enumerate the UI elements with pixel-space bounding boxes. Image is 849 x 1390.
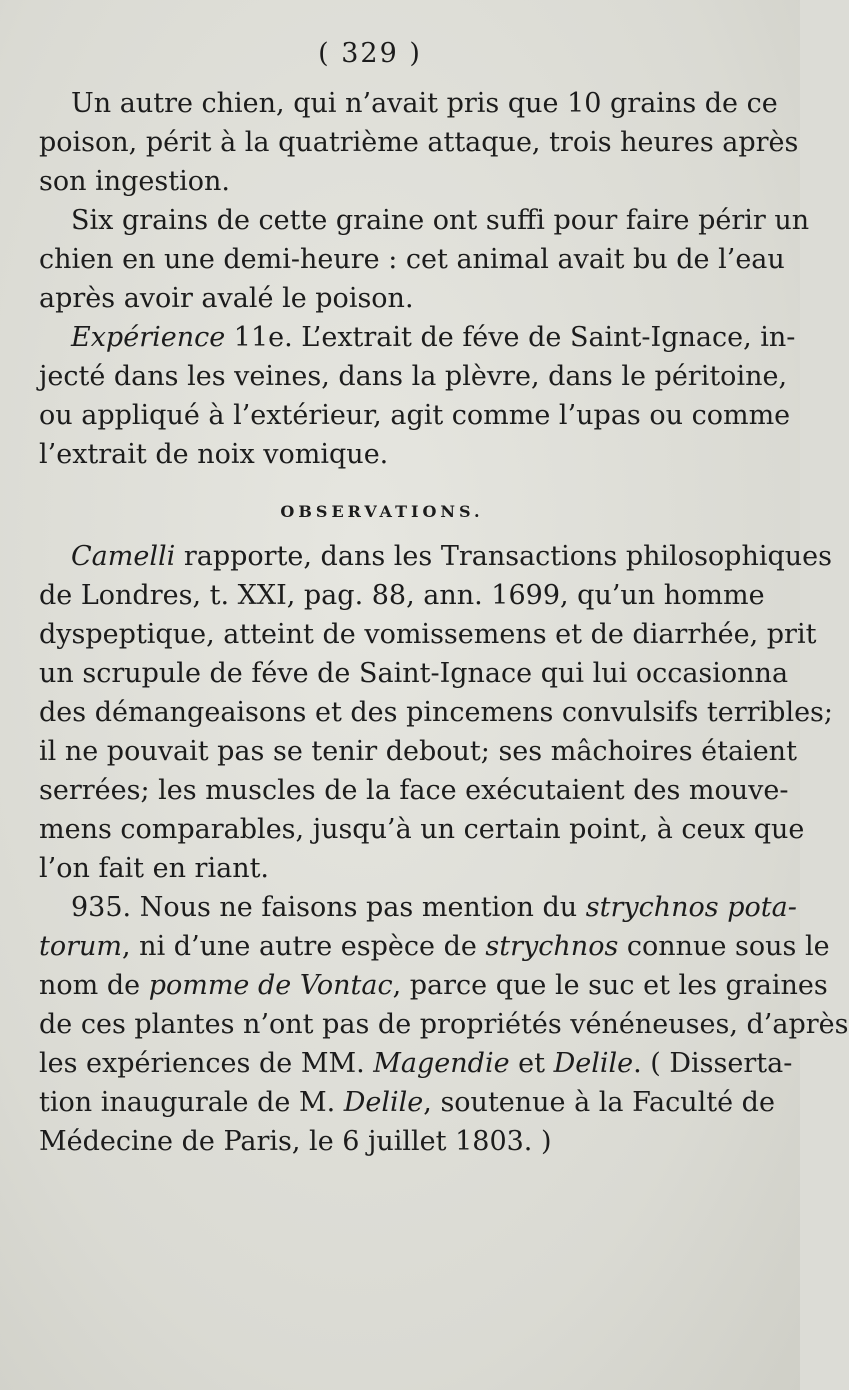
italic-term: Magendie xyxy=(373,1048,510,1079)
text-run: et xyxy=(509,1048,554,1079)
italic-term: torum xyxy=(39,931,123,962)
text-line: ou appliqué à l’extérieur, agit comme l’upas ou comme xyxy=(39,400,791,431)
text-run: connue sous le xyxy=(618,931,830,962)
text-run: , parce que le suc et les graines xyxy=(392,970,828,1001)
text-line: chien en une demi-heure : cet animal avait bu de l’eau xyxy=(39,244,785,275)
text-line xyxy=(39,1005,849,1044)
text-line: mens comparables, jusqu’à un certain point, à ceux que xyxy=(39,814,805,845)
text-line: après avoir avalé le poison. xyxy=(39,283,414,314)
text-run: tion inaugurale de M. xyxy=(39,1087,344,1118)
italic-term: Camelli xyxy=(71,541,176,572)
paragraph xyxy=(39,201,810,318)
italic-term: pomme de Vontac xyxy=(148,970,393,1001)
text-line: il ne pouvait pas se tenir debout; ses mâchoires étaient xyxy=(39,736,797,767)
text-run: rapporte, dans les Transactions philosophiques xyxy=(175,541,832,572)
text-run: de ces plantes n’ont pas de propriétés vénéneuses, d’après xyxy=(39,1009,849,1040)
paragraph xyxy=(39,537,834,888)
text-line: dyspeptique, atteint de vomissemens et de diarrhée, prit xyxy=(39,619,817,650)
italic-term: Expérience xyxy=(71,322,226,353)
text-line: son ingestion. xyxy=(39,166,230,197)
text-run: les expériences de MM. xyxy=(39,1048,374,1079)
text-line: de Londres, t. XXI, pag. 88, ann. 1699, qu’un homme xyxy=(39,580,765,611)
text-run: , ni d’une autre espèce de xyxy=(122,931,486,962)
text-line: poison, périt à la quatrième attaque, trois heures après xyxy=(39,127,799,158)
text-line: jecté dans les veines, dans la plèvre, dans le péritoine, xyxy=(39,361,788,392)
italic-term: Delile xyxy=(343,1087,424,1118)
text-line xyxy=(39,1044,793,1083)
text-line: l’extrait de noix vomique. xyxy=(39,439,389,470)
text-run: 11e. L’extrait de féve de Saint-Ignace, in- xyxy=(225,322,796,353)
text-line: des démangeaisons et des pincemens convulsifs terribles; xyxy=(39,697,834,728)
page-text xyxy=(39,84,849,1161)
text-line: Six grains de cette graine ont suffi pour faire périr un xyxy=(71,205,810,236)
text-line: l’on fait en riant. xyxy=(39,853,270,884)
text-run: , soutenue à la Faculté de xyxy=(423,1087,775,1118)
text-line xyxy=(39,1083,775,1122)
text-line xyxy=(39,1122,725,1161)
italic-term: strychnos xyxy=(485,931,619,962)
paragraph xyxy=(39,888,849,1161)
text-line xyxy=(39,537,832,576)
paragraph xyxy=(39,318,796,474)
text-line: un scrupule de féve de Saint-Ignace qui lui occasionna xyxy=(39,658,789,689)
text-run: Médecine de Paris, le 6 juillet 1803. ) xyxy=(39,1126,552,1157)
text-line: Un autre chien, qui n’avait pris que 10 grains de ce xyxy=(71,88,778,119)
text-run: . ( Disserta- xyxy=(633,1048,793,1079)
text-line xyxy=(39,888,797,927)
paragraph xyxy=(39,84,799,201)
section-heading: OBSERVATIONS. xyxy=(280,502,484,521)
text-line xyxy=(39,966,828,1005)
text-line xyxy=(39,318,796,357)
italic-term: strychnos pota- xyxy=(585,892,797,923)
italic-term: Delile xyxy=(553,1048,634,1079)
text-line: serrées; les muscles de la face exécutaient des mouve- xyxy=(39,775,789,806)
text-run: 935. Nous ne faisons pas mention du xyxy=(71,892,586,923)
page-number: ( 329 ) xyxy=(318,38,422,69)
text-line xyxy=(39,927,830,966)
text-run: nom de xyxy=(39,970,149,1001)
